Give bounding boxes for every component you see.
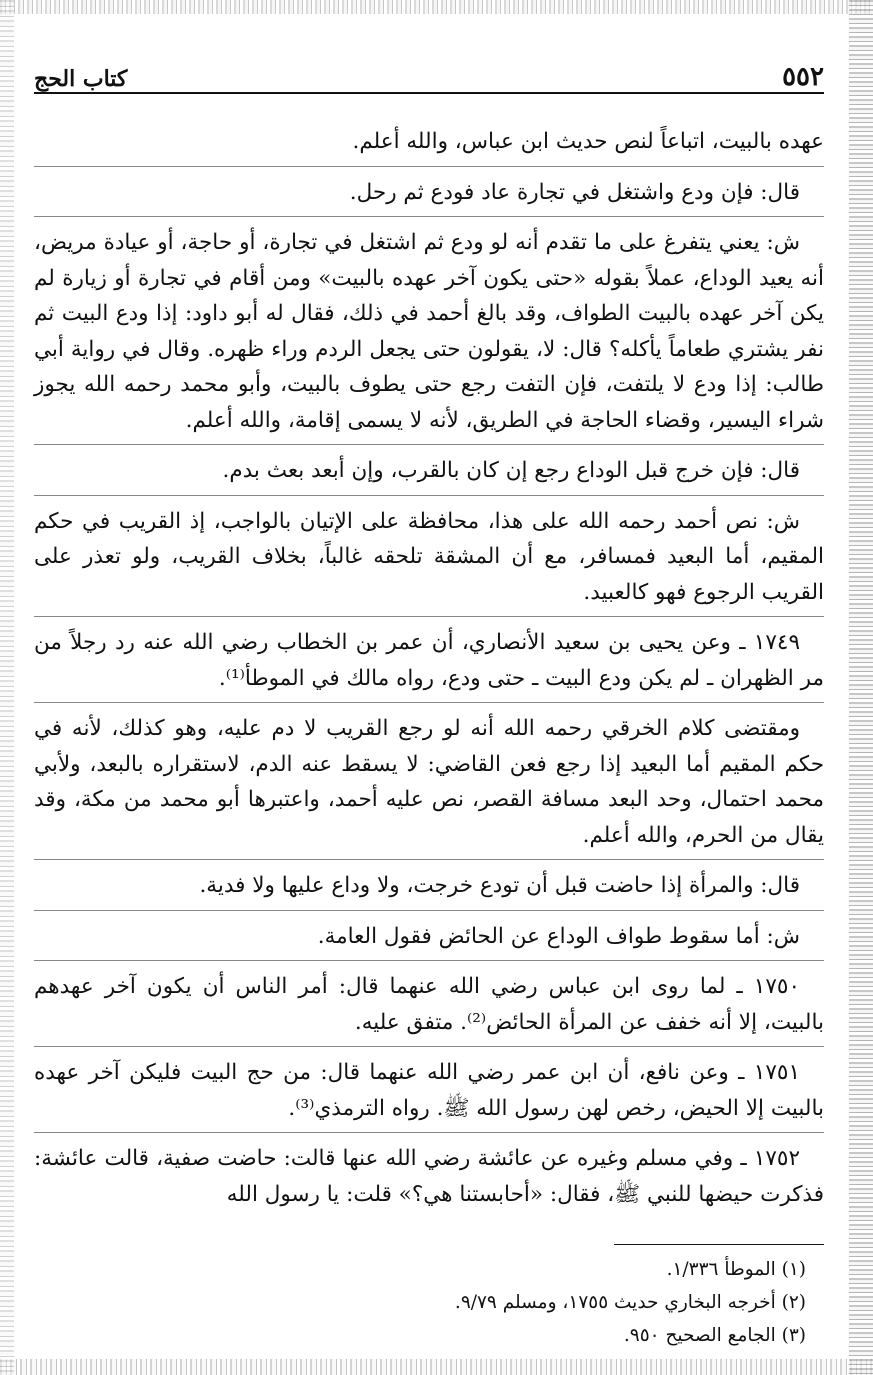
footnote-divider [614, 1244, 824, 1245]
book-page [34, 52, 824, 1352]
paragraph: ومقتضى كلام الخرقي رحمه الله أنه لو رجع القريب لا دم عليه، وهو كذلك، لأنه في حكم المقيم أما البعيد إذا رجع فعن القاضي: لا يسقط عنه الدم، لاستقراره بالبعد، ولأبي محمد احتمال، وحد البعد مسافة القصر، نص عليه أحمد، واعتبرها أبو محمد من مكة، وقد يقال من الحرم، والله أعلم. [34, 702, 824, 853]
scan-edge-right [849, 0, 873, 1375]
footnote: (٢) أخرجه البخاري حديث ١٧٥٥، ومسلم ٩/٧٩. [454, 1292, 806, 1313]
footnote: (١) الموطأ ١/٣٣٦. [666, 1259, 806, 1280]
paragraph: ١٧٤٩ ـ وعن يحيى بن سعيد الأنصاري، أن عمر بن الخطاب رضي الله عنه رد رجلاً من مر الظهران ـ لم يكن ودع البيت ـ حتى ودع، رواه مالك في الموطأ⁽¹⁾. [34, 616, 824, 696]
paragraph: ش: نص أحمد رحمه الله على هذا، محافظة على الإتيان بالواجب، إذ القريب في حكم المقيم، أما البعيد فمسافر، مع أن المشقة تلحقه غالباً، بخلاف القريب، ولو تعذر على القريب الرجوع فهو كالعبيد. [34, 495, 824, 611]
paragraph: ش: يعني يتفرغ على ما تقدم أنه لو ودع ثم اشتغل في تجارة، أو حاجة، أو عيادة مريض، أنه يعيد الوداع، عملاً بقوله «حتى يكون آخر عهده بالبيت» ومن أقام في تجارة أو زيارة لم يكن آخر عهده بالبيت الطواف، وقد بالغ أحمد في ذلك، فقال له أبو داود: إذا ودع البيت ثم نفر يشتري طعاماً يأكله؟ قال: لا، يقولون حتى يجعل الردم وراء ظهره. وقال في رواية أبي طالب: إذا ودع لا يلتفت، فإن التفت رجع حتى يطوف بالبيت، وأبو محمد رحمه الله يجوز شراء اليسير، وقضاء الحاجة في الطريق، لأنه لا يسمى إقامة، والله أعلم. [34, 216, 824, 438]
footnotes [34, 1253, 824, 1352]
scan-edge-top [0, 0, 873, 14]
footnote: (٣) الجامع الصحيح ٩٥٠. [623, 1325, 806, 1346]
scan-edge-bottom [0, 1359, 873, 1375]
paragraph: قال: فإن خرج قبل الوداع رجع إن كان بالقرب، وإن أبعد بعث بدم. [34, 444, 824, 489]
scan-edge-left [0, 0, 14, 1375]
book-title: كتاب الحج [34, 66, 128, 92]
paragraph: ش: أما سقوط طواف الوداع عن الحائض فقول العامة. [34, 910, 824, 955]
paragraph: عهده بالبيت، اتباعاً لنص حديث ابن عباس، والله أعلم. [352, 129, 824, 154]
paragraph: قال: فإن ودع واشتغل في تجارة عاد فودع ثم رحل. [34, 166, 824, 211]
paragraph: ١٧٥٠ ـ لما روى ابن عباس رضي الله عنهما قال: أمر الناس أن يكون آخر عهدهم بالبيت، إلا أنه خفف عن المرأة الحائض⁽²⁾. متفق عليه. [34, 960, 824, 1040]
paragraph: ١٧٥٢ ـ وفي مسلم وغيره عن عائشة رضي الله عنها قالت: حاضت صفية، قالت عائشة: فذكرت حيضها للنبي ﷺ، فقال: «أحابستنا هي؟» قلت: يا رسول الله [34, 1132, 824, 1212]
page-header [34, 52, 824, 94]
page-number: ٥٥٢ [782, 62, 824, 92]
paragraph: ١٧٥١ ـ وعن نافع، أن ابن عمر رضي الله عنهما قال: من حج البيت فليكن آخر عهده بالبيت إلا الحيض، رخص لهن رسول الله ﷺ. رواه الترمذي⁽³⁾. [34, 1046, 824, 1126]
page-body [34, 124, 824, 1212]
paragraph: قال: والمرأة إذا حاضت قبل أن تودع خرجت، ولا وداع عليها ولا فدية. [34, 859, 824, 904]
